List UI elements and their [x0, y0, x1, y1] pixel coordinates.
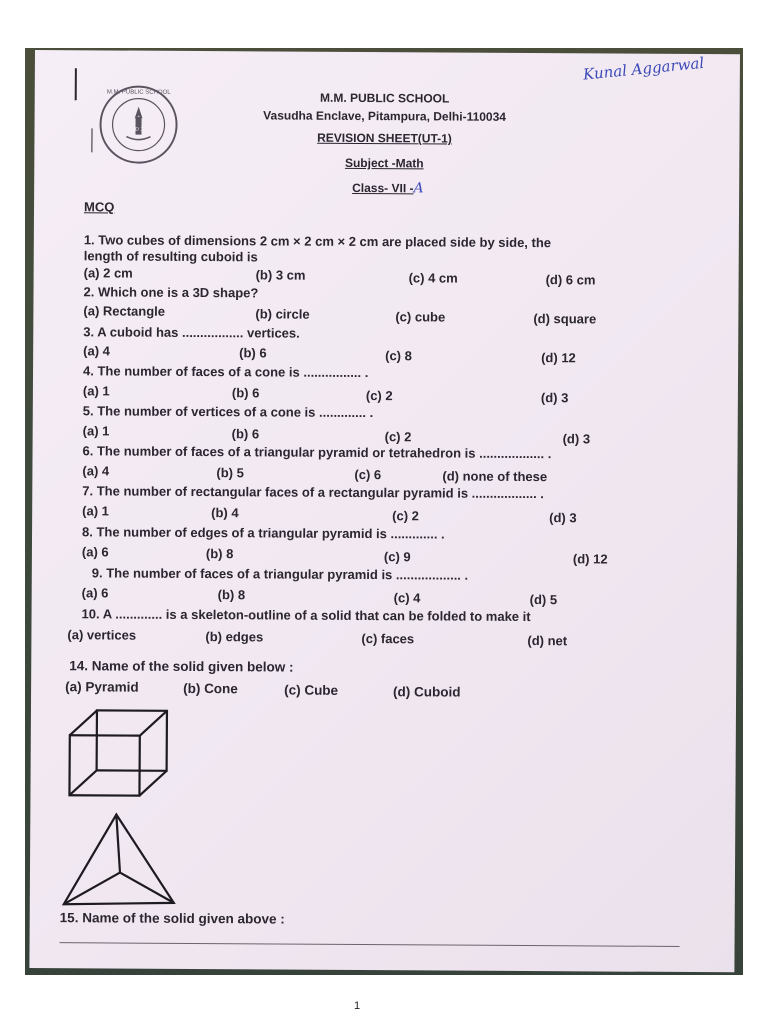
option: (d) net [527, 633, 568, 649]
option: (a) 6 [81, 544, 109, 560]
option: (c) 4 cm [408, 270, 458, 286]
question-text: 6. The number of faces of a triangular pyramid or tetrahedron is .................. . [82, 443, 552, 462]
question-text: 7. The number of rectangular faces of a rectangular pyramid is .................. . [82, 483, 544, 502]
option: (a) 4 [83, 343, 110, 359]
school-address: Vasudha Enclave, Pitampura, Delhi-110034 [263, 108, 507, 124]
option: (c) 2 [365, 388, 393, 404]
option: (c) cube [395, 309, 446, 325]
option: (c) faces [361, 631, 415, 647]
option: (b) 5 [216, 465, 244, 481]
question-text: length of resulting cuboid is [83, 248, 258, 265]
option: (d) square [533, 311, 597, 327]
option: (a) 2 cm [83, 265, 133, 281]
question-text: 3. A cuboid has ................. vertices. [83, 324, 300, 341]
school-name: M.M. PUBLIC SCHOOL [319, 90, 450, 106]
option: (a) 6 [81, 585, 109, 601]
option: (b) 8 [205, 546, 234, 562]
option: (b) 6 [231, 385, 260, 401]
option: (c) 2 [384, 429, 412, 445]
worksheet-page [29, 50, 740, 972]
option: (c) Cube [284, 682, 339, 698]
logo-estd-text: ESTD 1968 [125, 126, 152, 133]
question-text: 4. The number of faces of a cone is ................ . [82, 363, 369, 381]
option: (c) 4 [393, 590, 421, 606]
section-heading: MCQ [83, 199, 115, 215]
option: (a) 1 [82, 423, 110, 439]
school-logo [96, 82, 181, 167]
triangular-pyramid-figure [58, 810, 179, 911]
option: (a) 1 [82, 383, 110, 399]
page-number: 1 [354, 1000, 361, 1012]
option: (b) circle [255, 306, 310, 322]
option: (d) 12 [572, 551, 608, 567]
option: (b) 8 [217, 587, 246, 603]
handwritten-signature: Kunal Aggarwal [582, 53, 705, 84]
option: (d) 3 [562, 431, 591, 447]
question-text: 1. Two cubes of dimensions 2 cm × 2 cm × 2 cm are placed side by side, the [83, 232, 552, 251]
option: (b) Cone [183, 680, 238, 697]
option: (b) 4 [211, 505, 239, 521]
option: (b) 3 cm [255, 267, 306, 283]
question-text: 15. Name of the solid given above : [59, 910, 285, 927]
option: (a) Rectangle [83, 303, 166, 319]
option: (d) 12 [541, 350, 576, 366]
option: (d) 5 [529, 592, 558, 608]
logo-school-text: M.M. PUBLIC SCHOOL [106, 89, 171, 96]
answer-line [60, 942, 680, 947]
option: (d) Cuboid [393, 684, 461, 700]
class-section-handwritten: A [413, 180, 424, 197]
document-photo [25, 48, 743, 975]
option: (d) 3 [540, 390, 569, 406]
margin-mark [75, 68, 89, 100]
class-text: Class- VII - [352, 180, 414, 196]
subject-label: Subject -Math [344, 155, 424, 171]
question-text: 8. The number of edges of a triangular pyramid is ............. . [82, 524, 445, 542]
question-text: 10. A ............. is a skeleton-outline of a solid that can be folded to make it [81, 606, 531, 625]
option: (c) 8 [385, 348, 412, 364]
question-text: 14. Name of the solid given below : [69, 658, 294, 675]
option: (b) 6 [231, 426, 260, 442]
class-label [352, 180, 424, 196]
margin-mark [91, 128, 94, 152]
question-text: 9. The number of faces of a triangular pyramid is .................. . [91, 565, 469, 583]
option: (b) edges [205, 629, 264, 645]
option: (b) 6 [239, 345, 267, 361]
option: (c) 6 [354, 466, 382, 483]
option: (c) 9 [383, 549, 411, 565]
option: (a) Pyramid [65, 679, 139, 695]
option: (a) 4 [82, 463, 110, 479]
sheet-title: REVISION SHEET(UT-1) [317, 130, 452, 146]
option: (c) 2 [392, 508, 419, 524]
option: (a) vertices [67, 627, 137, 643]
question-text: 5. The number of vertices of a cone is ............. . [82, 403, 374, 421]
option: (d) 6 cm [545, 272, 596, 288]
cube-figure [64, 705, 175, 804]
option: (d) 3 [549, 510, 577, 526]
option: (a) 1 [82, 503, 109, 519]
option: (d) none of these [442, 468, 548, 485]
question-text: 2. Which one is a 3D shape? [83, 284, 259, 301]
